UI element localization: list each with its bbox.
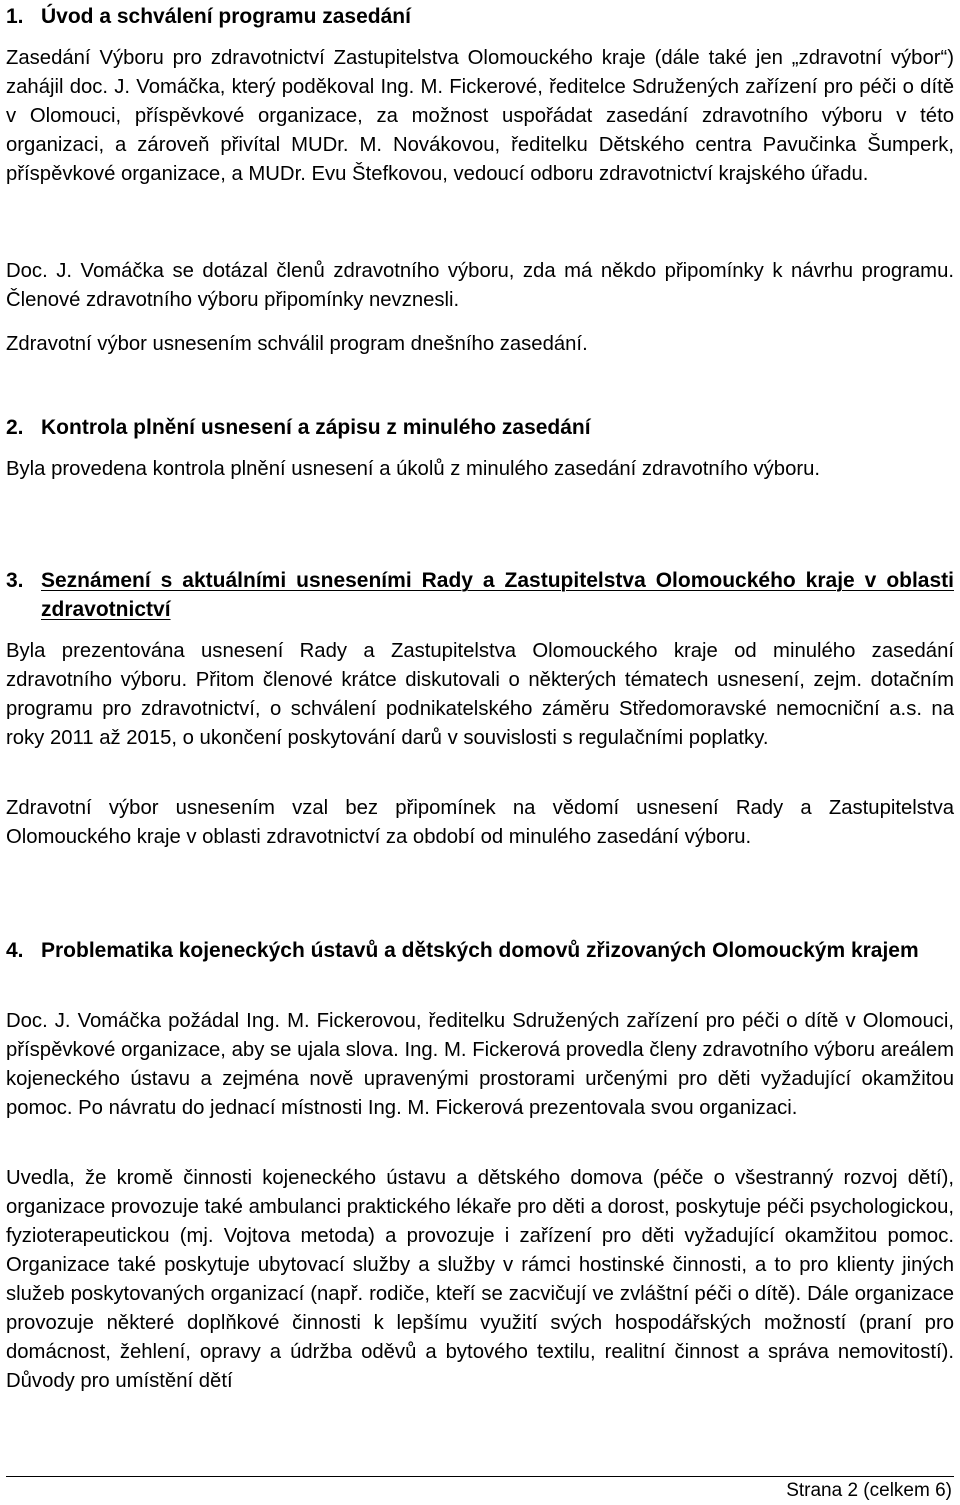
paragraph: Zasedání Výboru pro zdravotnictví Zastupitelstva Olomouckého kraje (dále také jen „zdravotní výbor“) zahájil doc. J. Vomáčka, který poděkoval Ing. M. Fickerové, ředitelce Sdružených zařízení pro péči o dítě v Olomouci, příspěvkové organizace, za možnost uspořádat zasedání zdravotního výboru v této organizaci, a zároveň přivítal MUDr. M. Novákovou, ředitelku Dětského centra Pavučinka Šumperk, příspěvkové organizace, a MUDr. Evu Štefkovou, vedoucí odboru zdravotnictví krajského úřadu. [6, 47, 954, 185]
paragraph: Doc. J. Vomáčka požádal Ing. M. Fickerovou, ředitelku Sdružených zařízení pro péči o dítě v Olomouci, příspěvkové organizace, aby se ujala slova. Ing. M. Fickerová provedla členy zdravotního výboru areálem kojeneckého ústavu a zejména nově upravenými prostorami určenými pro děti vyžadující okamžitou pomoc. Po návratu do jednací místnosti Ing. M. Fickerová prezentovala svou organizaci. [6, 1010, 954, 1119]
paragraph: Byla prezentována usnesení Rady a Zastupitelstva Olomouckého kraje od minulého zasedání zdravotního výboru. Přitom členové krátce diskutovali o některých tématech usnesení, zejm. dotačním programu pro zdravotnictví, o schválení podnikatelského záměru Středomoravské nemocniční a.s. na roky 2011 až 2015, o ukončení poskytování darů v souvislosti s regulačními poplatky. [6, 640, 954, 749]
section-number: 3. [6, 569, 24, 592]
section-2 [6, 413, 954, 442]
paragraph: Zdravotní výbor usnesením vzal bez připomínek na vědomí usnesení Rady a Zastupitelstva Olomouckého kraje v oblasti zdravotnictví za období od minulého zasedání výboru. [6, 797, 954, 848]
footer-divider [6, 1476, 954, 1477]
section-number: 4. [6, 939, 24, 962]
section-heading [6, 2, 954, 31]
section-heading [6, 936, 954, 965]
section-1 [6, 2, 954, 31]
section-4 [6, 936, 954, 965]
section-3 [6, 566, 954, 624]
paragraph: Byla provedena kontrola plnění usnesení a úkolů z minulého zasedání zdravotního výboru. [6, 458, 821, 480]
paragraph: Doc. J. Vomáčka se dotázal členů zdravotního výboru, zda má někdo připomínky k návrhu programu. Členové zdravotního výboru připomínky nevznesli. [6, 260, 954, 311]
section-heading [6, 413, 954, 442]
paragraph: Zdravotní výbor usnesením schválil program dnešního zasedání. [6, 333, 588, 355]
section-number: 2. [6, 416, 24, 439]
section-title: Seznámení s aktuálními usneseními Rady a Zastupitelstva Olomouckého kraje v oblasti zdravotnictví [41, 569, 954, 621]
section-title: Kontrola plnění usnesení a zápisu z minulého zasedání [41, 416, 591, 439]
paragraph: Uvedla, že kromě činnosti kojeneckého ústavu a dětského domova (péče o všestranný rozvoj dětí), organizace provozuje také ambulanci praktického lékaře pro děti a dorost, poskytuje péči psychologickou, fyzioterapeutickou (mj. Vojtova metoda) a provozuje i zařízení pro děti vyžadující okamžitou pomoc. Organizace také poskytuje ubytovací služby a služby v rámci hostinské činnosti, a to pro klienty jiných služeb poskytovaných organizací (např. rodiče, kteří se zacvičují ve zvláštní péči o dítě). Dále organizace provozuje některé doplňkové činnosti k lepšímu využití svých hospodářských možností (praní pro domácnost, žehlení, opravy a údržba oděvů a bytového textilu, realitní činnost a správa nemovitostí). Důvody pro umístění dětí [6, 1167, 954, 1392]
page-number: Strana 2 (celkem 6) [786, 1480, 952, 1501]
section-number: 1. [6, 5, 24, 28]
page-footer [0, 1472, 960, 1505]
section-title: Problematika kojeneckých ústavů a dětských domovů zřizovaných Olomouckým krajem [41, 939, 919, 962]
section-title: Úvod a schválení programu zasedání [41, 5, 411, 28]
section-heading [6, 566, 954, 624]
